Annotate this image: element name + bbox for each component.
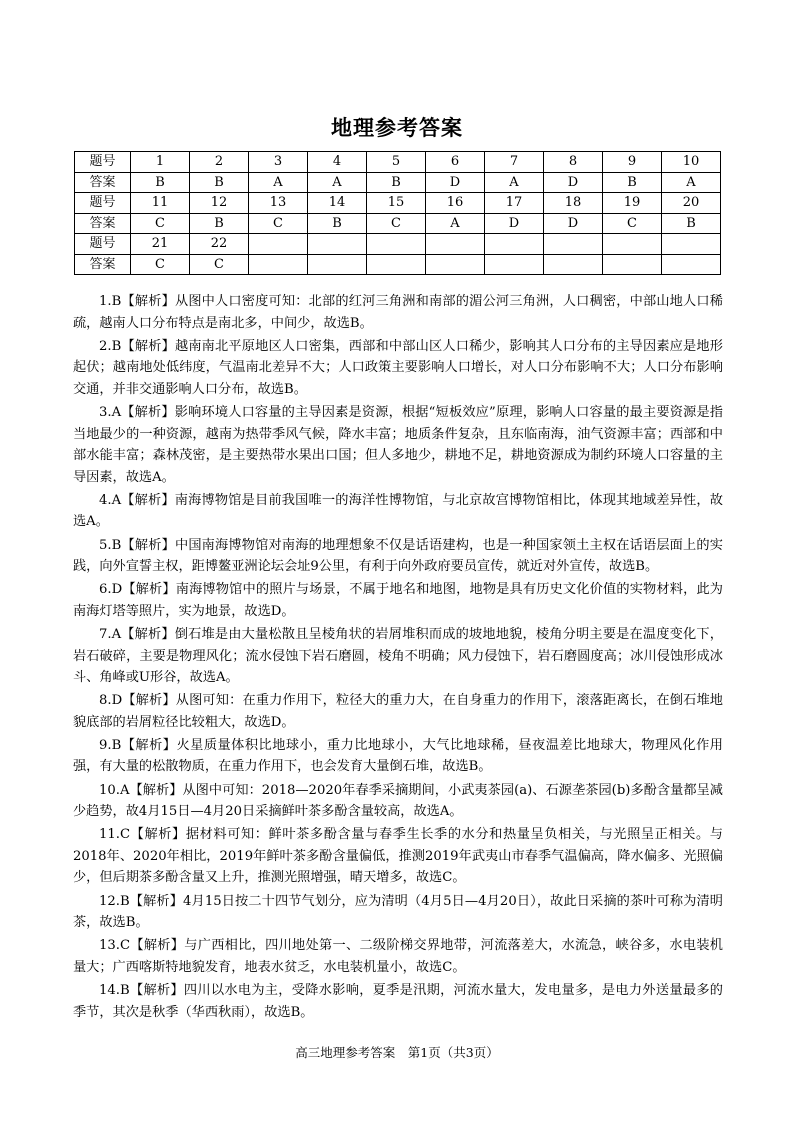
- explanation-paragraph: 12.B【解析】4月15日按二十四节气划分，应为清明（4月5日—4月20日），故此日采摘的茶叶可称为清明茶，故选B。: [73, 893, 723, 931]
- table-cell: [485, 234, 544, 255]
- table-cell: [367, 254, 426, 275]
- explanation-paragraph: 2.B【解析】越南南北平原地区人口密集，西部和中部山区人口稀少，影响其人口分布的主导因素应是地形起伏；越南地处低纬度，气温南北差异不大；人口政策主要影响人口增长，对人口分布影响不大；人口分布影响交通，并非交通影响人口分布，故选B。: [73, 338, 723, 397]
- table-cell: 5: [367, 152, 426, 173]
- table-row: [75, 152, 721, 173]
- table-cell: [544, 234, 603, 255]
- table-cell: 3: [249, 152, 308, 173]
- explanation-paragraph: 1.B【解析】从图中人口密度可知：北部的红河三角洲和南部的湄公河三角洲，人口稠密，中部山地人口稀疏，越南人口分布特点是南北多，中间少，故选B。: [73, 294, 723, 331]
- row-header: 题号: [75, 234, 131, 255]
- table-cell: B: [190, 213, 249, 234]
- table-row: [75, 193, 721, 214]
- table-cell: 21: [131, 234, 190, 255]
- explanation-paragraph: 5.B【解析】中国南海博物馆对南海的地理想象不仅是话语建构，也是一种国家领土主权在话语层面上的实践，向外宣誓主权，距博鳌亚洲论坛会址9公里，有利于向外政府要员宣传，就近对外宣传，故选B。: [73, 537, 723, 575]
- explanation-paragraph: 8.D【解析】从图可知：在重力作用下，粒径大的重力大，在自身重力的作用下，滚落距离长，在倒石堆地貌底部的岩屑粒径比较粗大，故选D。: [73, 693, 723, 730]
- row-header: 答案: [75, 213, 131, 234]
- table-cell: [603, 234, 662, 255]
- table-cell: 6: [426, 152, 485, 173]
- table-cell: 8: [544, 152, 603, 173]
- table-cell: 13: [249, 193, 308, 214]
- answer-table: [74, 151, 721, 275]
- table-cell: 16: [426, 193, 485, 214]
- table-cell: [308, 254, 367, 275]
- table-cell: D: [544, 213, 603, 234]
- table-cell: C: [249, 213, 308, 234]
- explanation-paragraph: 4.A【解析】南海博物馆是目前我国唯一的海洋性博物馆，与北京故宫博物馆相比，体现其地域差异性，故选A。: [73, 492, 723, 530]
- table-cell: [308, 234, 367, 255]
- table-cell: A: [249, 172, 308, 193]
- table-row: [75, 213, 721, 234]
- table-cell: [426, 234, 485, 255]
- row-header: 题号: [75, 152, 131, 173]
- table-cell: C: [131, 254, 190, 275]
- table-cell: 7: [485, 152, 544, 173]
- table-cell: A: [485, 172, 544, 193]
- table-cell: A: [308, 172, 367, 193]
- table-cell: B: [308, 213, 367, 234]
- explanation-paragraph: 14.B【解析】四川以水电为主，受降水影响，夏季是汛期，河流水量大，发电量多，是电力外送量最多的季节，其次是秋季（华西秋雨），故选B。: [73, 982, 723, 1020]
- table-cell: 2: [190, 152, 249, 173]
- table-cell: B: [603, 172, 662, 193]
- table-cell: C: [131, 213, 190, 234]
- explanations: [73, 291, 723, 1025]
- table-cell: 1: [131, 152, 190, 173]
- explanation-paragraph: 11.C【解析】据材料可知：鲜叶茶多酚含量与春季生长季的水分和热量呈负相关，与光照呈正相关。与2018年、2020年相比，2019年鲜叶茶多酚含量偏低，推测2019年武夷山市春季气温偏高，降水偏多、光照偏少，但后期茶多酚含量又上升，推测光照增强，晴天增多，故选C。: [73, 827, 723, 886]
- explanation-paragraph: 3.A【解析】影响环境人口容量的主导因素是资源，根据“短板效应”原理，影响人口容量的最主要资源是指当地最少的一种资源，越南为热带季风气候，降水丰富；地质条件复杂，且东临南海，油气资源丰富；西部和中部水能丰富；森林茂密，是主要热带水果出口国；但人多地少，耕地不足，耕地资源成为制约环境人口容量的主导因素，故选A。: [73, 404, 723, 485]
- table-row: [75, 172, 721, 193]
- row-header: 答案: [75, 254, 131, 275]
- table-cell: C: [190, 254, 249, 275]
- table-cell: D: [485, 213, 544, 234]
- row-header: 答案: [75, 172, 131, 193]
- table-cell: D: [426, 172, 485, 193]
- table-cell: 9: [603, 152, 662, 173]
- table-cell: 17: [485, 193, 544, 214]
- table-cell: B: [131, 172, 190, 193]
- table-cell: 20: [662, 193, 721, 214]
- table-cell: A: [426, 213, 485, 234]
- table-cell: B: [367, 172, 426, 193]
- row-header: 题号: [75, 193, 131, 214]
- table-cell: [249, 254, 308, 275]
- table-cell: C: [367, 213, 426, 234]
- table-cell: D: [544, 172, 603, 193]
- table-cell: B: [190, 172, 249, 193]
- table-row: [75, 234, 721, 255]
- table-cell: [249, 234, 308, 255]
- table-cell: C: [603, 213, 662, 234]
- table-cell: [603, 254, 662, 275]
- table-cell: B: [662, 213, 721, 234]
- table-cell: A: [662, 172, 721, 193]
- explanation-paragraph: 6.D【解析】南海博物馆中的照片与场景，不属于地名和地图，地物是具有历史文化价值的实物材料，此为南海灯塔等照片，实为地景，故选D。: [73, 582, 723, 619]
- table-cell: 15: [367, 193, 426, 214]
- table-cell: 19: [603, 193, 662, 214]
- explanation-paragraph: 9.B【解析】火星质量体积比地球小，重力比地球小，大气比地球稀，昼夜温差比地球大，物理风化作用强，有大量的松散物质，在重力作用下，也会发育大量倒石堆，故选B。: [73, 737, 723, 775]
- explanation-paragraph: 10.A【解析】从图中可知：2018—2020年春季采摘期间，小武夷茶园(a)、石源垄茶园(b)多酚含量都呈减少趋势，故4月15日—4月20日采摘鲜叶茶多酚含量较高，故选A。: [73, 782, 723, 820]
- table-cell: [426, 254, 485, 275]
- table-cell: 12: [190, 193, 249, 214]
- table-cell: [544, 254, 603, 275]
- table-cell: [662, 254, 721, 275]
- table-cell: [662, 234, 721, 255]
- table-cell: 10: [662, 152, 721, 173]
- explanation-paragraph: 7.A【解析】倒石堆是由大量松散且呈棱角状的岩屑堆积而成的坡地地貌，棱角分明主要是在温度变化下，岩石破碎，主要是物理风化；流水侵蚀下岩石磨圆，棱角不明确；风力侵蚀下，岩石磨圆度高；冰川侵蚀形成冰斗、角峰或U形谷，故选A。: [73, 626, 723, 686]
- table-cell: 14: [308, 193, 367, 214]
- explanation-paragraph: 13.C【解析】与广西相比，四川地处第一、二级阶梯交界地带，河流落差大，水流急，峡谷多，水电装机量大；广西喀斯特地貌发育，地表水贫乏，水电装机量小，故选C。: [73, 938, 723, 975]
- table-cell: [485, 254, 544, 275]
- table-cell: 11: [131, 193, 190, 214]
- table-cell: [367, 234, 426, 255]
- table-row: [75, 254, 721, 275]
- table-cell: 22: [190, 234, 249, 255]
- page-title: 地理参考答案: [331, 116, 463, 140]
- table-cell: 4: [308, 152, 367, 173]
- table-cell: 18: [544, 193, 603, 214]
- page-footer: 高三地理参考答案 第1页（共3页）: [295, 1045, 499, 1060]
